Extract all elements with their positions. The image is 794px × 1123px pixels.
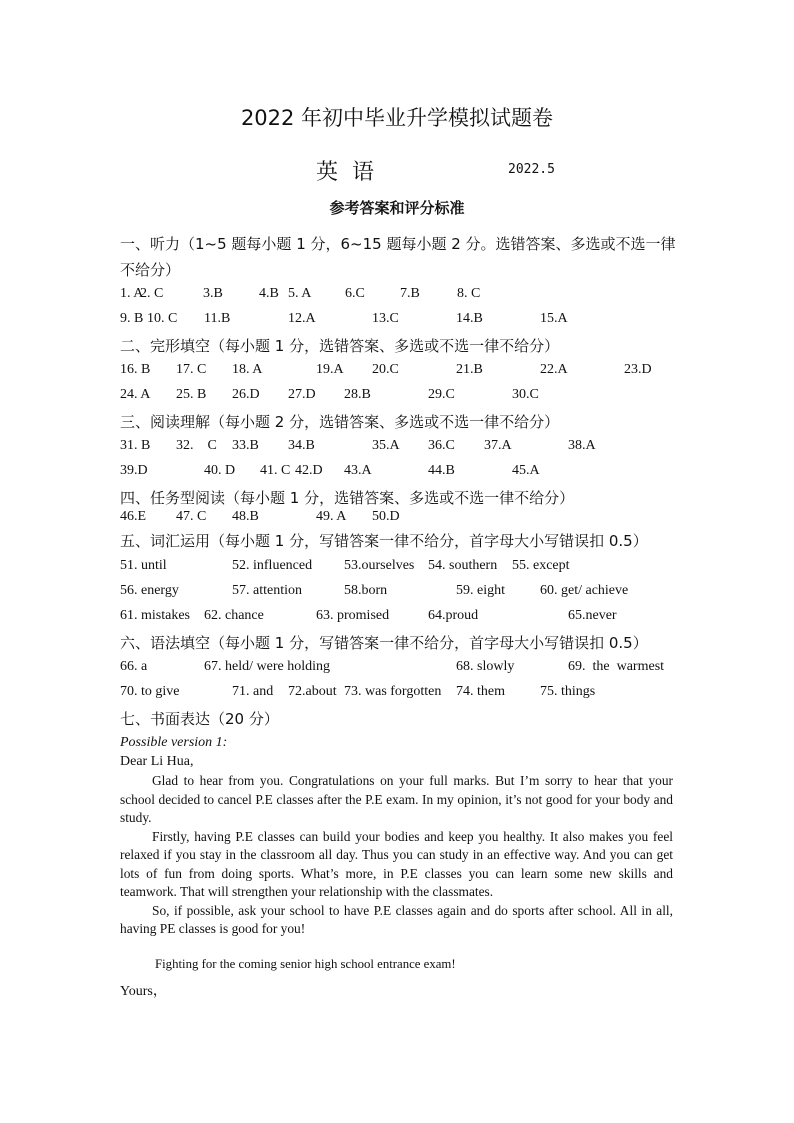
answer-item: 44.B [428,463,455,478]
answer-item: 73. was forgotten [344,684,442,699]
answer-item: 59. eight [456,583,505,598]
answer-item: 33.B [232,438,259,453]
answer-item: 1. A [120,286,144,301]
letter-paragraph: So, if possible, ask your school to have P.E classes again and do sports after school. All in all, having PE classes is good for you! [120,902,673,936]
answer-item: 17. C [176,362,207,377]
letter-closing: Yours， [120,984,167,999]
answer-item: 38.A [568,438,596,453]
section-cloze-heading: 二、完形填空（每小题 1 分，选错答案、多选或不选一律不给分） [120,337,560,355]
answer-item: 26.D [232,387,260,402]
answer-item: 27.D [288,387,316,402]
document-title: 2022 年初中毕业升学模拟试题卷 [240,106,554,130]
answer-item: 49. A [316,509,347,524]
subject-title: 英语 [316,160,389,185]
answer-item: 56. energy [120,583,179,598]
answer-item: 57. attention [232,583,302,598]
answer-item: 63. promised [316,608,390,623]
answer-item: 68. slowly [456,659,515,674]
answer-item: 8. C [457,286,481,301]
answer-item: 66. a [120,659,148,674]
answer-item: 13.C [372,311,399,326]
answer-item: 18. A [232,362,263,377]
section-writing-heading: 七、书面表达（20 分） [120,710,279,728]
letter-paragraph: Firstly, having P.E classes can build your bodies and keep you healthy. It also makes you feel relaxed if you stay in the classroom all day. Thus you can study in an effective way. And you can get lots of fun from doing sports. What’s more, in P.E classes you can learn some new skills and teamwork. That will strengthen your relationship with the classmates. [120,828,673,899]
answer-item: 23.D [624,362,652,377]
section-vocabulary-heading: 五、词汇运用（每小题 1 分，写错答案一律不给分，首字母大小写错误扣 0.5） [120,532,648,550]
answer-item: 61. mistakes [120,608,190,623]
answer-item: 50.D [372,509,400,524]
answer-item: 15.A [540,311,568,326]
answer-item: 3.B [203,286,223,301]
section-reading-heading: 三、阅读理解（每小题 2 分，选错答案、多选或不选一律不给分） [120,413,560,431]
answer-item: 34.B [288,438,315,453]
answer-item: 39.D [120,463,148,478]
section-task-reading-heading: 四、任务型阅读（每小题 1 分，选错答案、多选或不选一律不给分） [120,489,575,507]
answer-item: 2. C [140,286,164,301]
answer-item: 75. things [540,684,596,699]
answer-item: 5. A [288,286,312,301]
answer-item: 21.B [456,362,483,377]
answer-item: 72.about [288,684,337,699]
answer-item: 36.C [428,438,455,453]
answer-item: 62. chance [204,608,264,623]
answer-item: 10. C [147,311,178,326]
answer-item: 11.B [204,311,231,326]
answer-item: 60. get/ achieve [540,583,629,598]
answer-item: 69. the warmest [568,659,665,674]
answer-item: 41. C [260,463,291,478]
answer-item: 52. influenced [232,558,313,573]
answer-item: 12.A [288,311,316,326]
answer-item: 48.B [232,509,259,524]
letter-greeting: Dear Li Hua, [120,754,194,769]
answer-item: 31. B [120,438,151,453]
answer-item: 70. to give [120,684,180,699]
answer-item: 71. and [232,684,274,699]
answer-item: 65.never [568,608,617,623]
answer-item: 14.B [456,311,483,326]
answer-item: 9. B [120,311,144,326]
answer-item: 40. D [204,463,236,478]
answer-item: 64.proud [428,608,479,623]
answer-item: 51. until [120,558,167,573]
answer-item: 7.B [400,286,420,301]
answer-item: 32. C [176,438,217,453]
answer-key-subtitle: 参考答案和评分标准 [329,199,465,217]
section-grammar-heading: 六、语法填空（每小题 1 分，写错答案一律不给分，首字母大小写错误扣 0.5） [120,634,648,652]
answer-item: 6.C [345,286,365,301]
answer-item: 16. B [120,362,151,377]
answer-item: 29.C [428,387,455,402]
section-listening-heading-cont: 不给分） [120,261,181,279]
answer-item: 46.E [120,509,147,524]
answer-item: 22.A [540,362,568,377]
answer-item: 25. B [176,387,207,402]
answer-item: 55. except [512,558,570,573]
answer-item: 45.A [512,463,540,478]
answer-item: 30.C [512,387,539,402]
letter-paragraph: Fighting for the coming senior high school entrance exam! [155,957,456,971]
exam-date: 2022.5 [508,162,555,177]
answer-item: 54. southern [428,558,498,573]
section-listening-heading: 一、听力（1~5 题每小题 1 分，6~15 题每小题 2 分。选错答案、多选或不选一律 [120,235,676,253]
answer-item: 53.ourselves [344,558,415,573]
answer-item: 28.B [344,387,371,402]
possible-version-label: Possible version 1: [120,735,228,750]
answer-item: 37.A [484,438,512,453]
answer-item: 20.C [372,362,399,377]
answer-item: 43.A [344,463,372,478]
answer-item: 24. A [120,387,151,402]
answer-item: 35.A [372,438,400,453]
answer-item: 4.B [259,286,279,301]
answer-item: 42.D [295,463,323,478]
answer-item: 19.A [316,362,344,377]
answer-item: 74. them [456,684,505,699]
answer-item: 58.born [344,583,388,598]
letter-body [120,772,673,939]
answer-item: 47. C [176,509,207,524]
letter-paragraph: Glad to hear from you. Congratulations on your full marks. But I’m sorry to hear that your school decided to cancel P.E classes after the P.E exam. In my opinion, it’s not good for your body and study. [120,773,673,825]
answer-item: 67. held/ were holding [204,659,330,674]
